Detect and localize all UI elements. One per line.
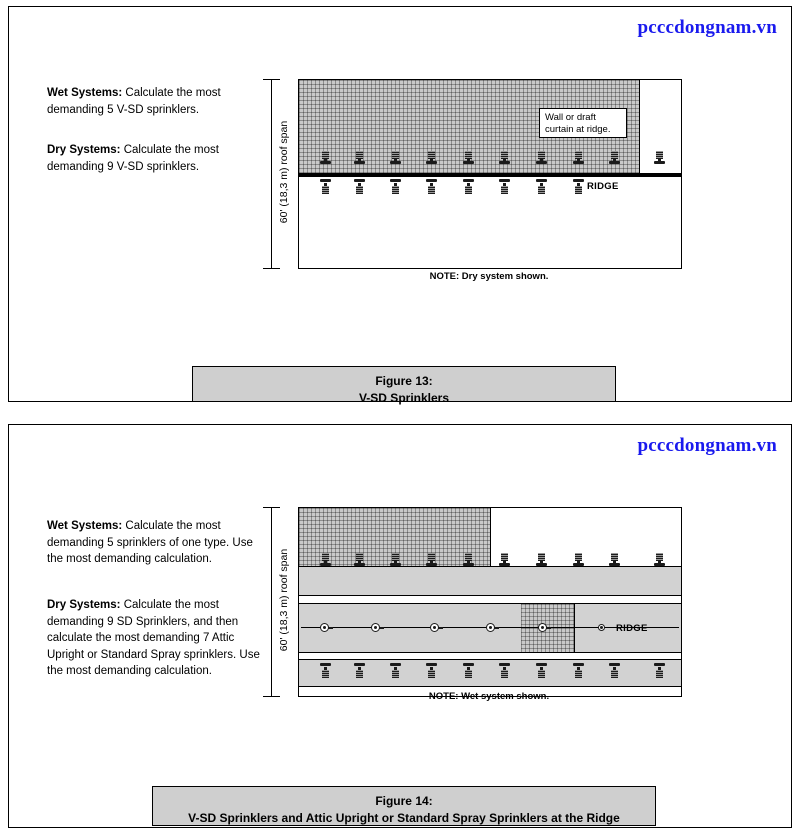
sprinkler-pendent (609, 663, 620, 678)
fig14-attic-divider-line (490, 508, 491, 566)
sprinkler-pendent (499, 663, 510, 678)
fig13-dimension-label: 60' (18,3 m) roof span (278, 120, 290, 224)
sprinkler-upright (354, 553, 365, 568)
sprinkler-upright (499, 553, 510, 568)
fig13-caption-line1: Figure 13: (375, 374, 433, 388)
sprinkler-upright (320, 553, 331, 568)
sprinkler-pendent (390, 663, 401, 678)
sprinkler-upright (354, 151, 365, 166)
sprinkler-pendent (320, 179, 331, 194)
figure-13-panel (8, 6, 792, 405)
watermark-top: pcccdongnam.vn (637, 17, 777, 38)
fig13-caption-line2: V-SD Sprinklers (358, 391, 450, 405)
fig14-band-bottom-line (299, 595, 681, 596)
sprinkler-pendent (499, 179, 510, 194)
sprinkler-upright (536, 151, 547, 166)
sprinkler-upright (654, 151, 665, 166)
fig13-ridge-bar (299, 173, 681, 177)
fig14-ridge-divider-line (574, 604, 575, 652)
sprinkler-sidewall (430, 623, 443, 632)
sprinkler-attic-upright (598, 624, 605, 631)
fig13-wet-systems-note (47, 85, 262, 118)
sprinkler-sidewall (538, 623, 551, 632)
sprinkler-pendent (536, 663, 547, 678)
fig14-upper-band (299, 566, 681, 596)
fig14-dry-systems-note (47, 597, 262, 680)
sprinkler-upright (463, 151, 474, 166)
sprinkler-pendent (536, 179, 547, 194)
sprinkler-pendent (390, 179, 401, 194)
sprinkler-pendent (354, 663, 365, 678)
fig14-lower-band-top-line (299, 659, 681, 660)
sprinkler-pendent (573, 179, 584, 194)
fig14-dry-label: Dry Systems: (47, 599, 121, 611)
fig13-caption (192, 366, 616, 405)
fig14-caption-line1: Figure 14: (375, 794, 433, 808)
fig14-lower-band-bottom-line (299, 686, 681, 687)
sprinkler-upright (609, 553, 620, 568)
fig14-caption-line2: V-SD Sprinklers and Attic Upright or Standard Spray Sprinklers at the Ridge (188, 811, 620, 825)
sprinkler-sidewall (320, 623, 333, 632)
sprinkler-upright (463, 553, 474, 568)
fig14-wet-systems-note (47, 518, 262, 568)
fig13-note: NOTE: Dry system shown. (429, 271, 549, 282)
sprinkler-upright (536, 553, 547, 568)
sprinkler-pendent (320, 663, 331, 678)
fig13-wet-text: Calculate the most demanding 5 V-SD sprinklers. (47, 87, 221, 116)
sprinkler-upright (499, 151, 510, 166)
fig14-wet-text: Calculate the most demanding 5 sprinklers of one type. Use the most demanding calculation. (47, 520, 253, 565)
fig14-dimension-label: 60' (18,3 m) roof span (278, 548, 290, 652)
fig14-dimension (257, 507, 290, 697)
sprinkler-upright (654, 553, 665, 568)
fig14-ridge-band-top-line (299, 603, 681, 604)
fig13-wet-label: Wet Systems: (47, 87, 123, 99)
fig13-dry-label: Dry Systems: (47, 144, 121, 156)
sprinkler-upright (390, 553, 401, 568)
fig13-dry-systems-note (47, 142, 262, 175)
fig13-dry-text: Calculate the most demanding 9 V-SD sprinklers. (47, 144, 219, 173)
sprinkler-upright (426, 553, 437, 568)
sprinkler-pendent (463, 663, 474, 678)
sprinkler-pendent (463, 179, 474, 194)
sprinkler-upright (573, 553, 584, 568)
fig13-draft-curtain-line (639, 80, 640, 175)
sprinkler-pendent (354, 179, 365, 194)
fig14-wet-label: Wet Systems: (47, 520, 123, 532)
fig13-ridge-label: RIDGE (587, 181, 619, 192)
sprinkler-pendent (426, 663, 437, 678)
fig14-caption (152, 786, 656, 826)
sprinkler-pendent (573, 663, 584, 678)
sprinkler-pendent (654, 663, 665, 678)
fig13-dimension (257, 79, 290, 269)
sprinkler-upright (573, 151, 584, 166)
fig14-dry-text: Calculate the most demanding 9 SD Sprinklers, and then calculate the most demanding 7 Attic Upright or Standard Spray sprinklers. Use the most demanding calculation. (47, 599, 260, 677)
sprinkler-sidewall (486, 623, 499, 632)
fig14-ridge-band-bottom-line (299, 652, 681, 653)
watermark-bottom: pcccdongnam.vn (637, 435, 777, 456)
fig14-ridge-label: RIDGE (616, 623, 648, 634)
fig13-draft-curtain-callout: Wall or draft curtain at ridge. (539, 108, 627, 138)
sprinkler-upright (390, 151, 401, 166)
sprinkler-upright (609, 151, 620, 166)
sprinkler-pendent (426, 179, 437, 194)
sprinkler-upright (426, 151, 437, 166)
fig14-note: NOTE: Wet system shown. (428, 691, 550, 702)
sprinkler-upright (320, 151, 331, 166)
sprinkler-sidewall (371, 623, 384, 632)
figure-14-panel (8, 424, 792, 828)
